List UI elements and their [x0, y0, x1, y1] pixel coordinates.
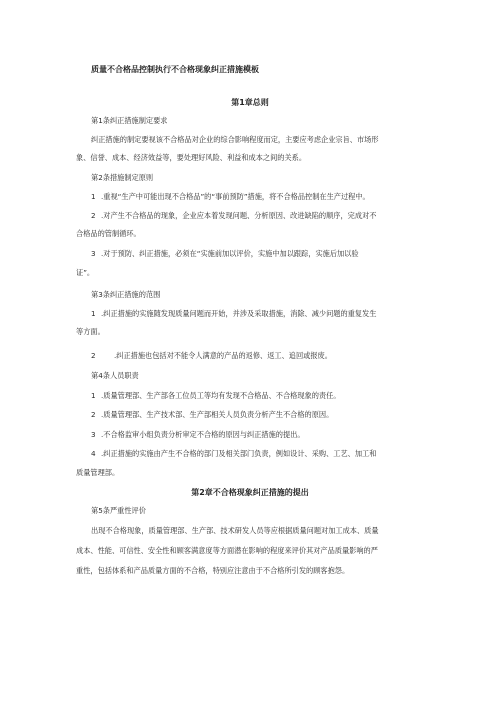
list-item-text: .纠正措施的实施随发现质量问题而开始，并涉及采取措施，消除、减少问题的重复发生 — [101, 309, 377, 318]
list-item-number: 1 — [91, 309, 96, 318]
list-item-number: 2 — [91, 351, 96, 360]
article-5-paragraph-line: 成本、性能、可信性、安全性和顾客满意度等方面潜在影响的程度来评价其对产品质量影响的严 — [76, 546, 378, 555]
list-item-text: .对于预防、纠正措施，必须在“实施前加以评价，实施中加以跟踪，实施后加以验 — [101, 249, 359, 258]
list-item-continuation: 合格品的管制循环。 — [76, 229, 141, 238]
list-item-continuation: 质量管理部。 — [76, 468, 120, 477]
list-item-text: .不合格监审小组负责分析审定不合格的原因与纠正措施的提出。 — [101, 430, 305, 439]
article-5-paragraph-line: 出现不合格现象，质量管理部、生产部、技术研发人员等应根据质量问题对加工成本、质量 — [91, 526, 379, 535]
article-5-heading: 第5条严重性评价 — [91, 506, 146, 515]
article-2-heading: 第2条措施制定原则 — [91, 173, 154, 182]
list-item-text: .质量管理部、生产技术部、生产部相关人员负责分析产生不合格的原因。 — [101, 410, 334, 419]
list-item-text: .纠正措施的实施由产生不合格的部门及相关部门负责，例如设计、采购、工艺、加工和 — [101, 449, 377, 458]
article-1-paragraph-line: 纠正措施的制定要视该不合格品对企业的综合影响程度而定，主要应考虑企业宗旨、市场形 — [91, 135, 379, 144]
article-5-paragraph-line: 重性，包括体系和产品质量方面的不合格，特别应注意由于不合格所引发的顾客抱怨。 — [76, 566, 350, 575]
list-item-number: 1 — [91, 391, 96, 400]
list-item-number: 1 — [91, 192, 96, 201]
article-4-heading: 第4条人员职责 — [91, 371, 139, 380]
list-item-number: 2 — [91, 410, 96, 419]
list-item-number: 3 — [91, 430, 96, 439]
chapter-2-heading: 第2章不合格现象纠正措施的提出 — [191, 488, 309, 497]
list-item-number: 3 — [91, 249, 96, 258]
list-item-number: 4 — [91, 449, 96, 458]
list-item-text: .质量管理部、生产部各工位员工等均有发现不合格品、不合格现象的责任。 — [101, 391, 341, 400]
article-1-heading: 第1条纠正措施制定要求 — [91, 116, 168, 125]
list-item-text: .对产生不合格品的现象，企业应本着发现问题、分析原因、改进缺陷的顺序，完成对不 — [101, 211, 377, 220]
list-item-continuation: 等方面。 — [76, 327, 105, 336]
list-item-text: .纠正措施也包括对不能令人满意的产品的返修、返工、追回或报废。 — [114, 351, 332, 360]
document-title: 质量不合格品控制执行不合格现象纠正措施模板 — [91, 65, 259, 74]
article-3-heading: 第3条纠正措施的范围 — [91, 290, 161, 299]
chapter-1-heading: 第1章总则 — [231, 98, 269, 107]
list-item-text: .重视“生产中可能出现不合格品”的“事前预防”措施，将不合格品控制在生产过程中。 — [101, 192, 370, 201]
list-item-number: 2 — [91, 211, 96, 220]
list-item-continuation: 证”。 — [76, 268, 95, 277]
article-1-paragraph-line: 象、信誉、成本、经济效益等，要处理好风险、利益和成本之间的关系。 — [76, 153, 307, 162]
